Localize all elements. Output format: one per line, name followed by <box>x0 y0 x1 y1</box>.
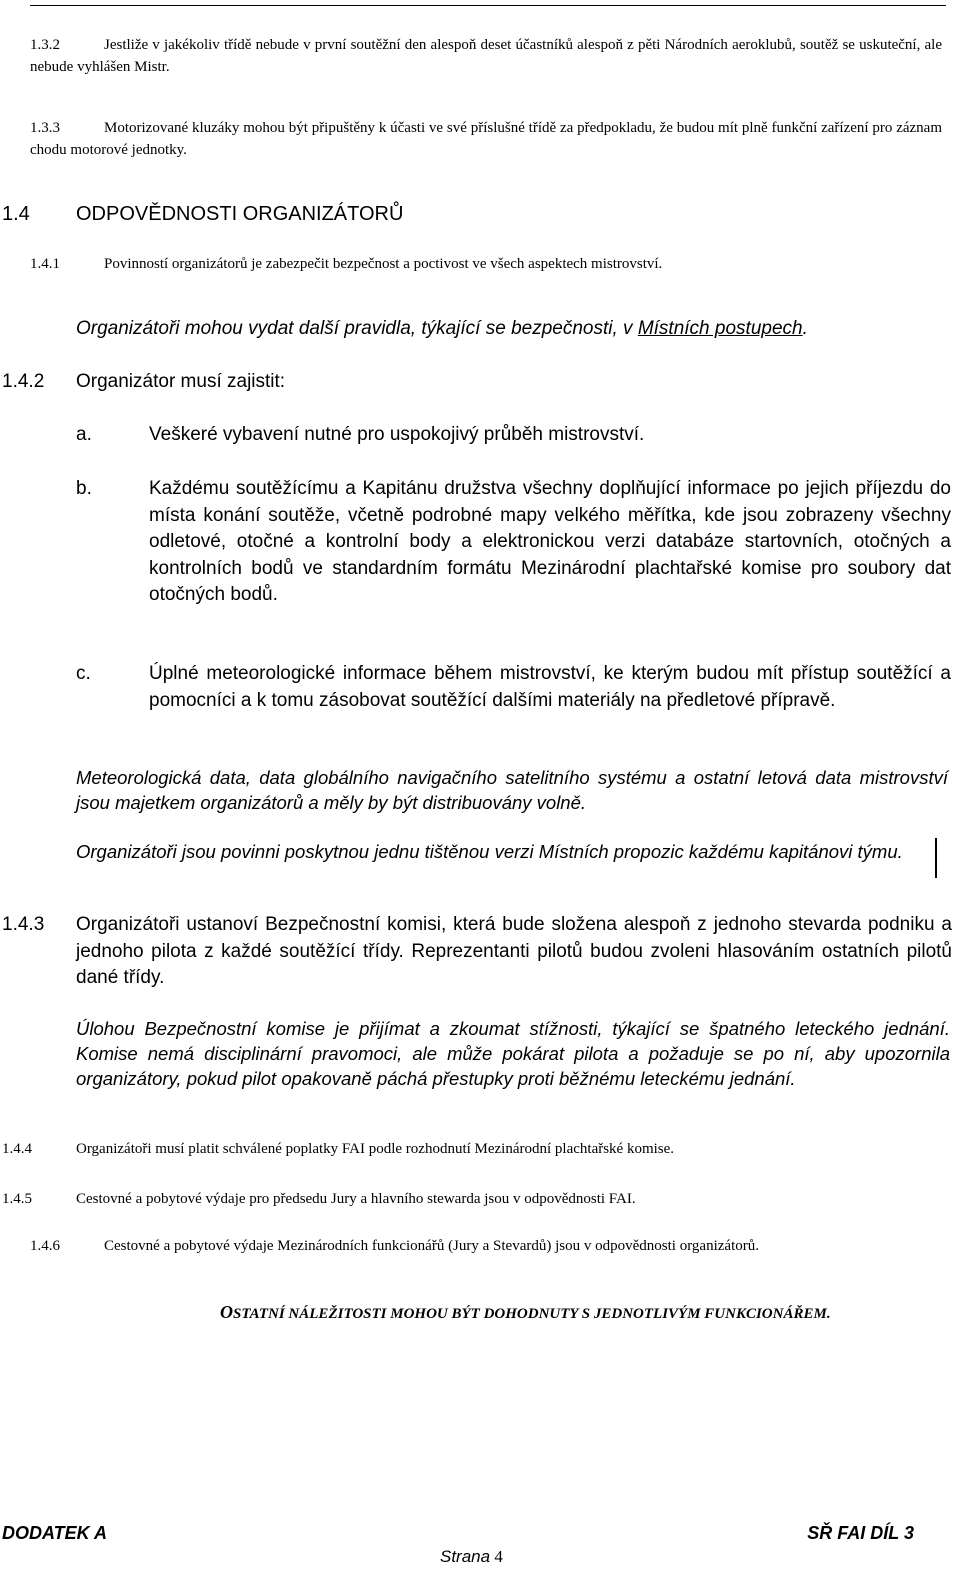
section-1-3-3-number: 1.3.3 <box>30 120 60 136</box>
section-1-3-3-text <box>30 117 942 161</box>
closing-first-letter: O <box>220 1302 233 1322</box>
section-1-4-title: ODPOVĚDNOSTI ORGANIZÁTORŮ <box>76 203 404 225</box>
section-1-4-1-note-end: . <box>802 318 808 339</box>
page-number-value: 4 <box>494 1547 503 1566</box>
section-1-4-2-note-2: Organizátoři jsou povinni poskytnou jednu tištěnou verzi Místních propozic každému kapitánovi týmu. <box>76 841 903 862</box>
section-1-3-2-number: 1.3.2 <box>30 37 60 53</box>
section-1-3-3-body: Motorizované kluzáky mohou být připuštěny k účasti ve své příslušné třídě za předpokladu, že budou mít plně funkční zařízení pro záznam chodu motorové jednotky. <box>30 120 942 158</box>
list-item-b-text: Každému soutěžícímu a Kapitánu družstva všechny doplňující informace po jejich příjezdu do místa konání soutěže, včetně podrobné mapy velkého měřítka, kde jsou zobrazeny všechny odletové, otočné a kontrolní body a elektronickou verzi databáze startovních, otočných a kontrolních bodů ve standardním formátu Mezinárodní plachtařské komise pro soubory dat otočných bodů. <box>149 478 951 605</box>
section-1-4-2-note-1: Meteorologická data, data globálního navigačního satelitního systému a ostatní letová data mistrovství jsou majetkem organizátorů a měly by být distribuovány volně. <box>76 767 948 813</box>
section-1-4-1-number: 1.4.1 <box>30 256 60 272</box>
change-bar <box>935 838 937 878</box>
section-1-4-number: 1.4 <box>2 203 30 225</box>
section-1-4-3-text: Organizátoři ustanoví Bezpečnostní komisi, která bude složena alespoň z jednoho stevarda podniku a jednoho pilota z každé soutěžící třídy. Reprezentanti pilotů budou zvoleni hlasováním ostatních pilotů dané třídy. <box>76 914 952 988</box>
section-1-4-4-number: 1.4.4 <box>2 1141 32 1157</box>
list-item-a-letter: a. <box>76 424 92 445</box>
section-1-4-1-note-text: Organizátoři mohou vydat další pravidla, týkající se bezpečnosti, v <box>76 318 638 339</box>
page-number <box>440 1546 503 1568</box>
section-1-4-6-number: 1.4.6 <box>30 1238 60 1254</box>
section-1-4-3-note: Úlohou Bezpečnostní komise je přijímat a zkoumat stížnosti, týkající se špatného leteckého jednání. Komise nemá disciplinární pravomoci, ale může pokárat pilota a požaduje se po ní, aby upozornila organizátory, pokud pilot opakovaně páchá přestupky proti běžnému leteckému jednání. <box>76 1018 950 1089</box>
footer-left: DODATEK A <box>2 1523 107 1543</box>
list-item-a-text: Veškeré vybavení nutné pro uspokojivý průběh mistrovství. <box>149 424 645 445</box>
section-1-3-2-body: Jestliže v jakékoliv třídě nebude v první soutěžní den alespoň deset účastníků alespoň z pěti Národních aeroklubů, soutěž se uskuteční, ale nebude vyhlášen Mistr. <box>30 37 942 75</box>
closing-text: STATNÍ NÁLEŽITOSTI MOHOU BÝT DOHODNUTY S JEDNOTLIVÝM FUNKCIONÁŘEM. <box>233 1306 831 1322</box>
list-item-c-letter: c. <box>76 663 91 684</box>
section-1-4-6-text: Cestovné a pobytové výdaje Mezinárodních funkcionářů (Jury a Stevardů) jsou v odpovědnosti organizátorů. <box>104 1238 759 1254</box>
local-procedures-link[interactable]: Místních postupech <box>637 318 803 339</box>
page-label: Strana <box>440 1547 491 1566</box>
footer-right: SŘ FAI DÍL 3 <box>807 1523 914 1543</box>
section-1-4-5-number: 1.4.5 <box>2 1191 32 1207</box>
section-1-3-2-text <box>30 34 942 78</box>
section-1-4-3-number: 1.4.3 <box>2 914 45 935</box>
section-1-4-1-text: Povinností organizátorů je zabezpečit bezpečnost a poctivost ve všech aspektech mistrovství. <box>104 256 663 272</box>
list-item-c-text: Úplné meteorologické informace během mistrovství, ke kterým budou mít přístup soutěžící a pomocníci a k tomu zásobovat soutěžící dalšími materiály na předletové přípravě. <box>149 663 951 711</box>
section-1-4-1-note <box>76 316 808 343</box>
section-1-4-2-number: 1.4.2 <box>2 371 45 392</box>
section-1-4-2-title: Organizátor musí zajistit: <box>76 371 286 392</box>
section-1-4-5-text: Cestovné a pobytové výdaje pro předsedu Jury a hlavního stewarda jsou v odpovědnosti FAI. <box>76 1191 636 1207</box>
closing-statement <box>220 1302 831 1324</box>
list-item-b-letter: b. <box>76 478 92 499</box>
section-1-4-4-text: Organizátoři musí platit schválené poplatky FAI podle rozhodnutí Mezinárodní plachtařské komise. <box>76 1141 675 1157</box>
top-rule <box>30 5 946 6</box>
